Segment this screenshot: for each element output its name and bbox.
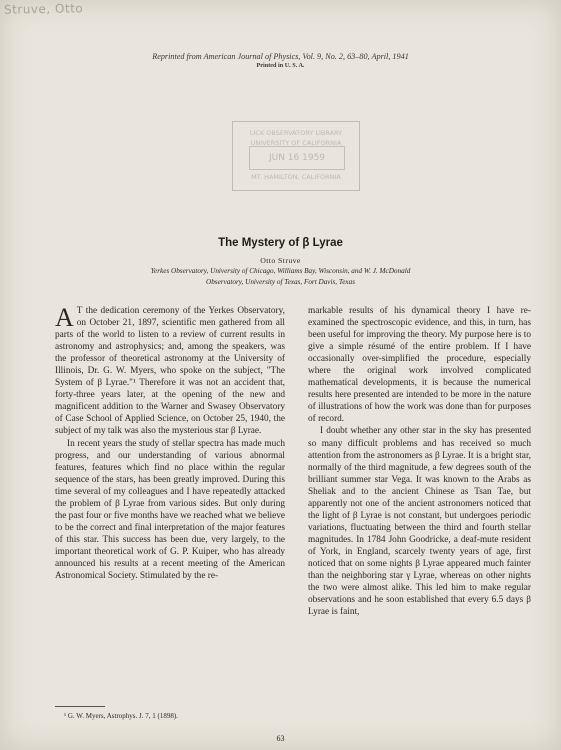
stamp-date: JUN 16 1959	[249, 146, 345, 170]
paragraph-continuation: markable results of his dynamical theory I have re-examined the spectroscopic evidence, and this, in turn, has been useful for improving the theory. My purpose here is to give a simple résumé of the entire problem. If I have occasionally over-simplified the procedure, especially where the original work involved complicated mathematical developments, it is because the numerical results here presented are intended to be more in the nature of illustrations of how the work was done than for purposes of record.	[308, 306, 531, 425]
stamp-line-3: MT. HAMILTON, CALIFORNIA	[251, 173, 341, 181]
stamp-line-2: UNIVERSITY OF CALIFORNIA	[250, 139, 342, 147]
affiliation-line-1: Yerkes Observatory, University of Chicago, Williams Bay, Wisconsin, and W. J. McDonald	[150, 267, 411, 275]
paragraph-recent-years: In recent years the study of stellar spectra has made much progress, and our understanding of various abnormal features, features which find no place within the regular sequence of the stars, has been greatly improved. During this time several of my colleagues and I have repeatedly attacked the problem of β Lyrae from various sides. But only during the past four or five months have we reached what we believe to be the correct and final interpretation of the major features of this star. This success has been due, very largely, to the important theoretical work of G. P. Kuiper, who has already announced his results at a recent meeting of the American Astronomical Society. Stimulated by the re-	[55, 438, 286, 582]
article-affiliation	[40, 266, 521, 287]
paragraph-intro-text: T the dedication ceremony of the Yerkes Observatory, on October 21, 1897, scientific men gathered from all parts of the world to listen to a review of current results in astronomy and astrophysics; and, among the speakers, was the professor of theoretical astronomy at the University of Illinois, Dr. G. W. Myers, who spoke on the subject, "The System of β Lyrae."¹ Therefore it was not an accident that, forty-three years later, at the opening of the new and magnificent addition to the Warner and Swasey Observatory of Case School of Applied Science, on October 25, 1940, the subject of my talk was also the mysterious star β Lyrae.	[55, 306, 285, 437]
right-column	[308, 305, 531, 618]
reprint-line: Reprinted from American Journal of Physics, Vol. 9, No. 2, 63–80, April, 1941	[152, 52, 409, 61]
printed-in-line: Printed in U. S. A.	[256, 62, 305, 69]
paragraph-intro	[55, 305, 285, 438]
stamp-line-1: LICK OBSERVATORY LIBRARY	[249, 129, 343, 137]
footnote: ¹ G. W. Myers, Astrophys. J. 7, 1 (1898).	[64, 712, 178, 720]
drop-cap: A	[55, 303, 74, 332]
article-title: The Mystery of β Lyrae	[218, 237, 343, 249]
footnote-rule	[55, 706, 105, 707]
article-author: Otto Struve	[260, 256, 301, 265]
page-number: 63	[276, 734, 285, 743]
library-stamp	[232, 121, 360, 191]
affiliation-line-2: Observatory, University of Texas, Fort Davis, Texas	[206, 277, 355, 286]
paragraph-doubt: I doubt whether any other star in the sky has presented so many difficult problems and has received so much attention from the astronomers as β Lyrae. It is a bright star, normally of the third magnitude, a few degrees south of the brilliant summer star Vega. It was known to the Arabs as Sheliak and to the ancient Chinese as Tsan Tae, but apparently not one of the ancient astronomers noticed that the light of β Lyrae is not constant, but undergoes periodic variations, fluctuating between the third and fourth stellar magnitudes. In 1784 John Goodricke, a deaf-mute resident of York, in England, scarcely twenty years of age, first noticed that on some nights β Lyrae appeared much fainter than the neighboring star γ Lyrae, whereas on other nights the two were almost alike. This led him to make regular observations and he soon established that every 6.5 days β Lyrae is faint,	[308, 426, 531, 618]
left-column	[55, 305, 285, 582]
handwritten-note: Struve, Otto	[3, 1, 84, 17]
